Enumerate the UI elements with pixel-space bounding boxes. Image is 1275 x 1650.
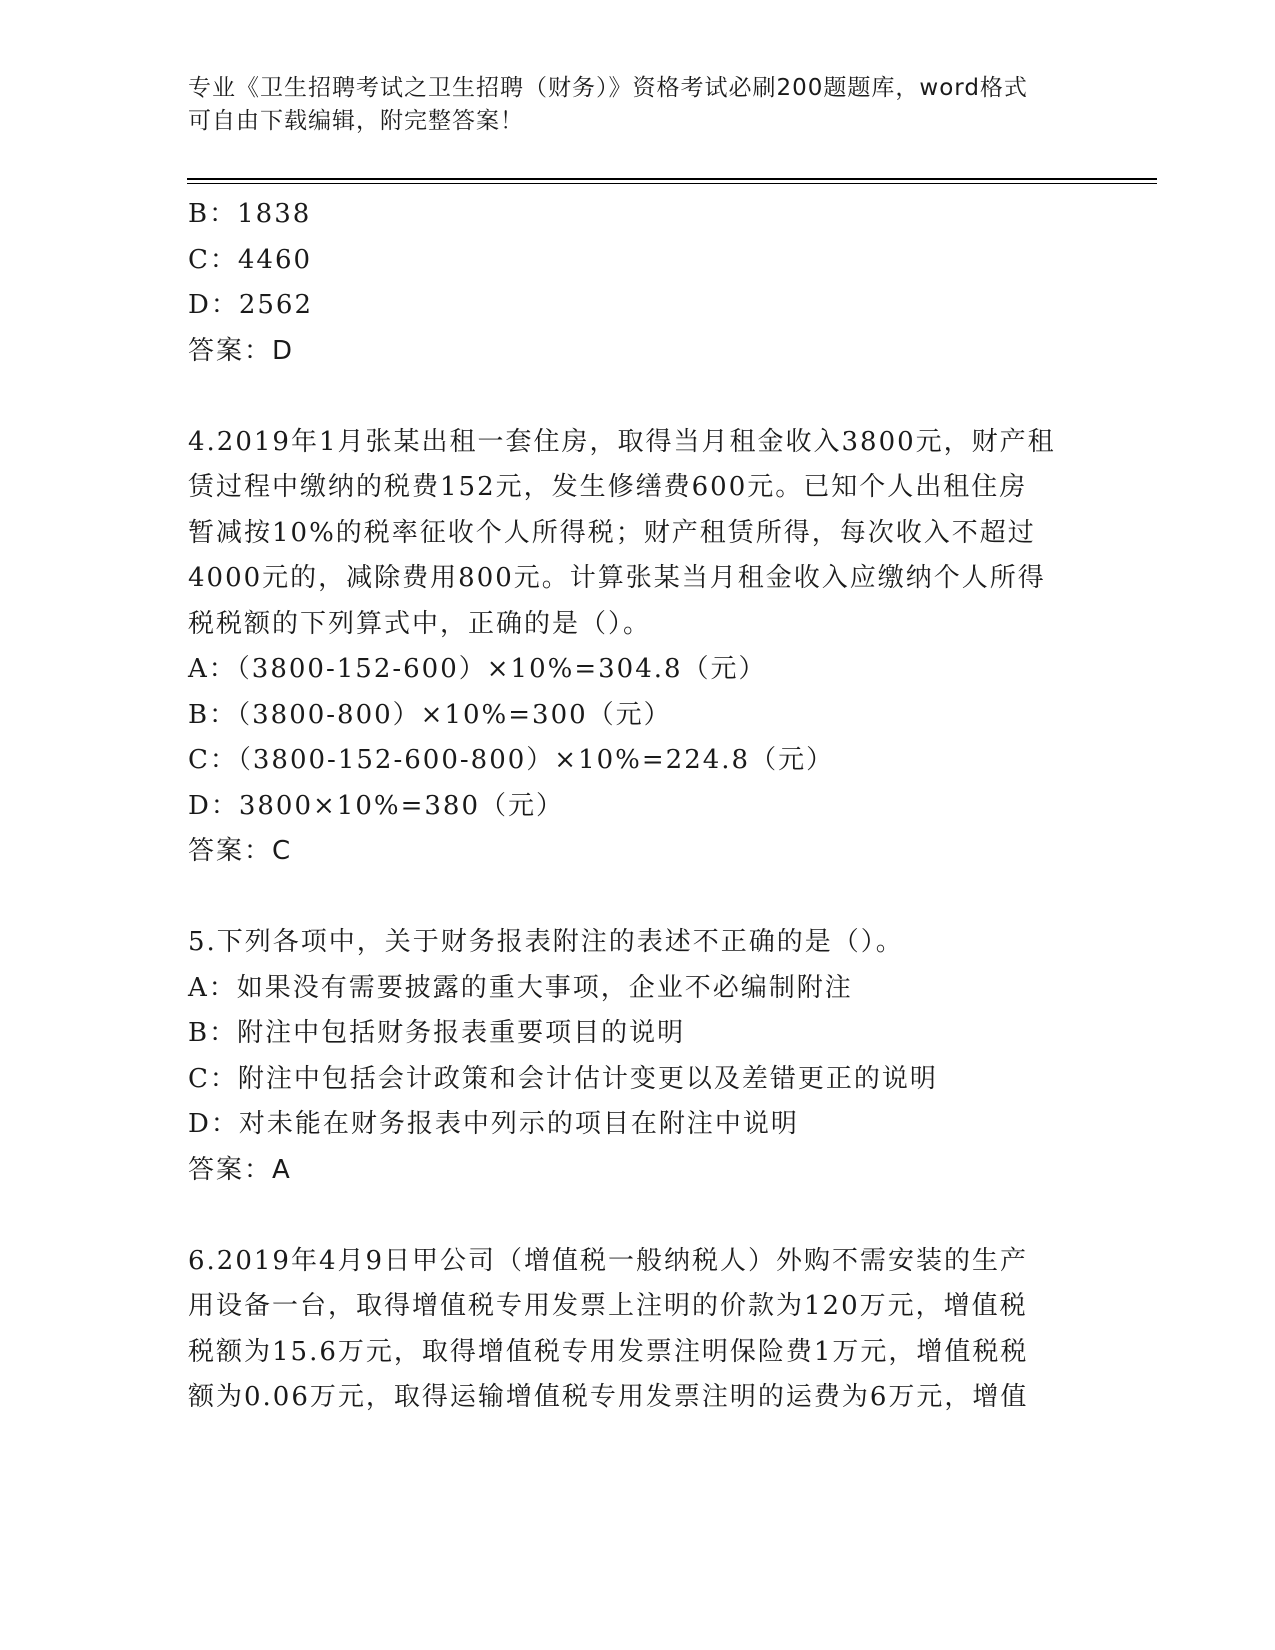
q4-option-b: B：（3800-800）×10%=300（元） xyxy=(188,699,672,730)
q3-answer: 答案：D xyxy=(188,335,295,366)
q4-stem-line: 税税额的下列算式中，正确的是（）。 xyxy=(188,608,652,639)
header-line-1: 专业《卫生招聘考试之卫生招聘（财务）》资格考试必刷200题题库，word格式 xyxy=(188,75,1028,101)
q4-answer: 答案：C xyxy=(188,836,293,866)
q5-option-a: A：如果没有需要披露的重大事项，企业不必编制附注 xyxy=(188,972,853,1003)
q5-option-b: B：附注中包括财务报表重要项目的说明 xyxy=(188,1018,686,1048)
q4-option-d: D：3800×10%=380（元） xyxy=(188,790,564,821)
q5-option-d: D：对未能在财务报表中列示的项目在附注中说明 xyxy=(188,1109,799,1139)
spacer xyxy=(188,1193,1088,1239)
q6-stem-line: 税额为15.6万元，取得增值税专用发票注明保险费1万元，增值税税 xyxy=(188,1336,1029,1367)
q4-option-c: C：（3800-152-600-800）×10%=224.8（元） xyxy=(188,745,835,775)
q3-option-d: D：2562 xyxy=(188,290,314,320)
q4-stem-line: 赁过程中缴纳的税费152元，发生修缮费600元。已知个人出租住房 xyxy=(188,472,1028,502)
question-content xyxy=(188,192,1088,1421)
q6-stem-line: 6.2019年4月9日甲公司（增值税一般纳税人）外购不需安装的生产 xyxy=(188,1245,1029,1276)
q5-stem-line: 5.下列各项中，关于财务报表附注的表述不正确的是（）。 xyxy=(188,927,904,957)
q6-stem-line: 用设备一台，取得增值税专用发票上注明的价款为120万元，增值税 xyxy=(188,1291,1028,1321)
q3-option-b: B：1838 xyxy=(188,199,312,229)
q4-stem-line: 4000元的，减除费用800元。计算张某当月租金收入应缴纳个人所得 xyxy=(188,563,1046,593)
header-rule-thick xyxy=(187,178,1157,180)
q4-stem-line: 暂减按10%的税率征收个人所得税；财产租赁所得，每次收入不超过 xyxy=(188,517,1036,548)
document-header xyxy=(188,72,1068,138)
q5-answer: 答案：A xyxy=(188,1154,292,1185)
q3-option-c: C：4460 xyxy=(188,244,313,275)
spacer xyxy=(188,374,1088,420)
q5-option-c: C：附注中包括会计政策和会计估计变更以及差错更正的说明 xyxy=(188,1063,938,1094)
q4-option-a: A：（3800-152-600）×10%=304.8（元） xyxy=(188,654,767,684)
q6-stem-line: 额为0.06万元，取得运输增值税专用发票注明的运费为6万元，增值 xyxy=(188,1382,1029,1412)
header-line-2: 可自由下载编辑，附完整答案！ xyxy=(188,108,524,134)
header-rule-thin xyxy=(187,183,1157,184)
q4-stem-line: 4.2019年1月张某出租一套住房，取得当月租金收入3800元，财产租 xyxy=(188,426,1056,457)
spacer xyxy=(188,875,1088,921)
